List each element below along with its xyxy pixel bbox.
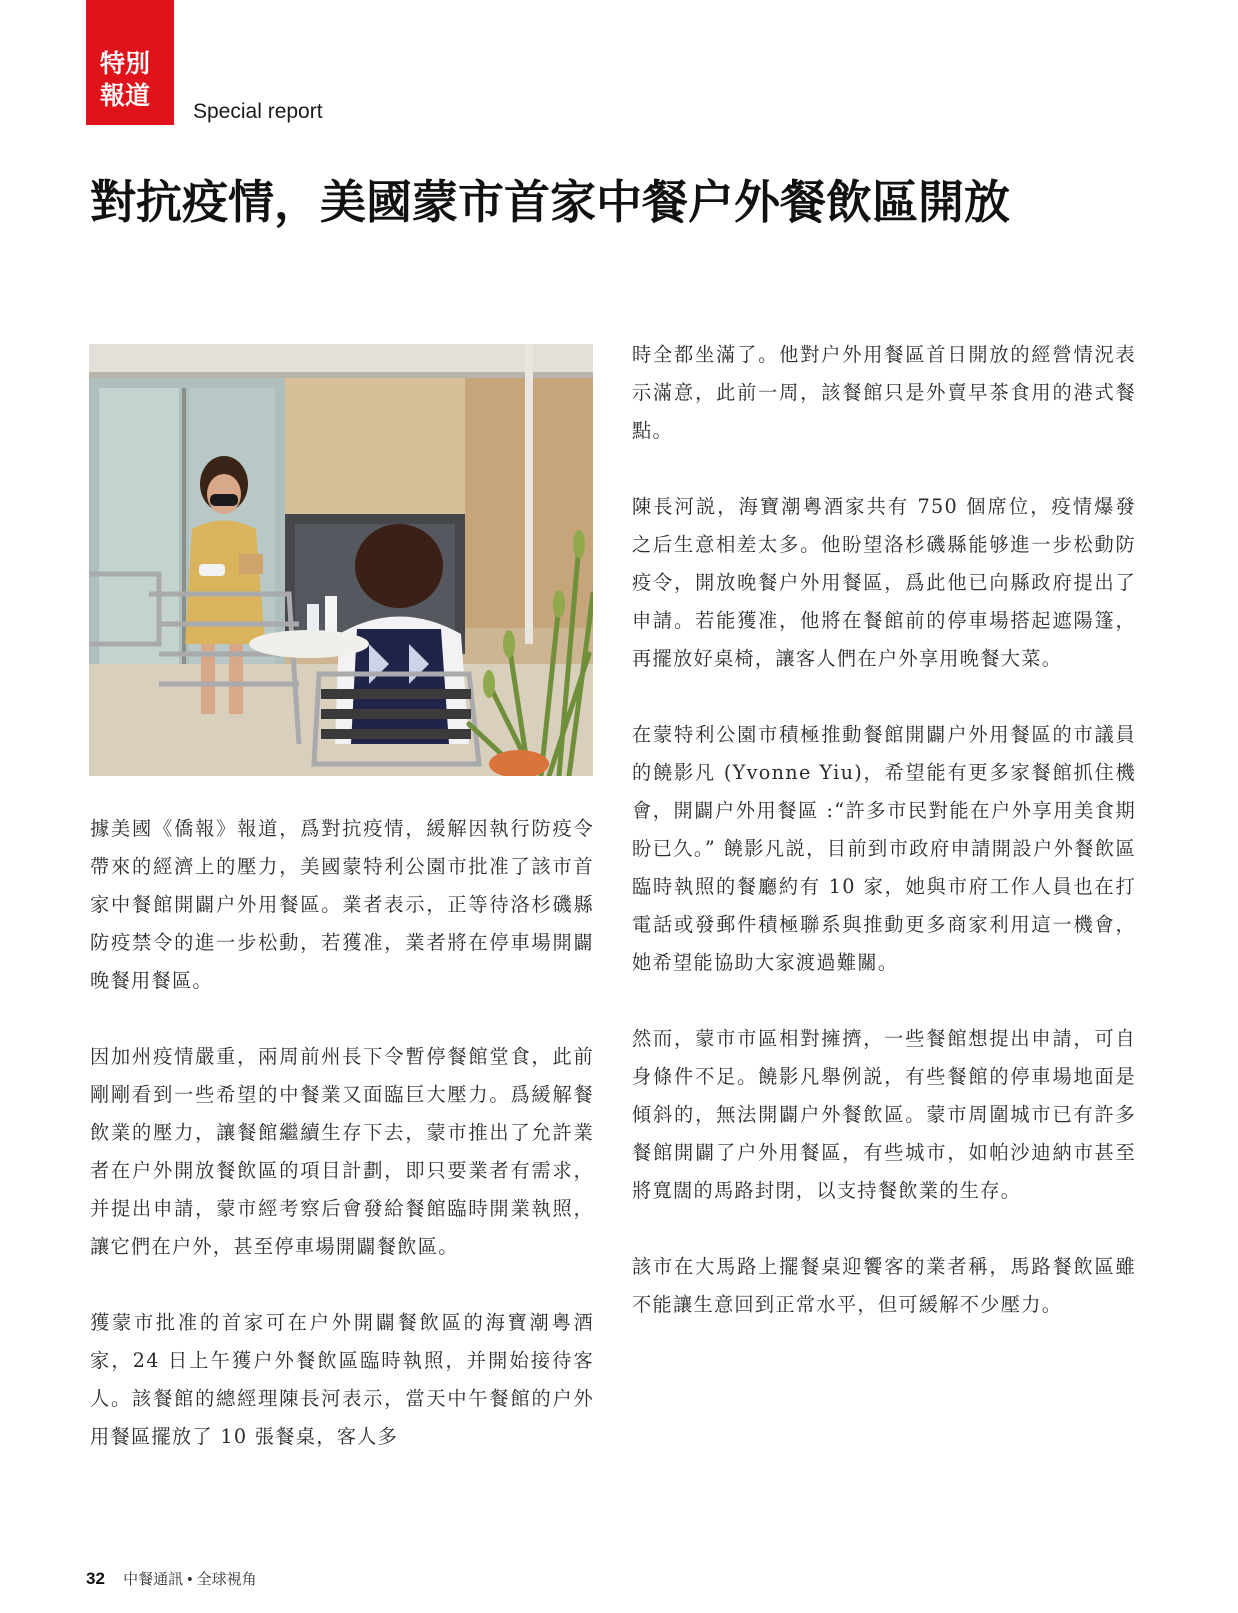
article-paragraph: 因加州疫情嚴重，兩周前州長下令暫停餐館堂食，此前剛剛看到一些希望的中餐業又面臨巨大壓力。爲緩解餐飲業的壓力，讓餐館繼續生存下去，蒙市推出了允許業者在户外開放餐飲區的項目計劃，即只要業者有需求，并提出申請，蒙市經考察后會發給餐館臨時開業執照，讓它們在户外，甚至停車場開闢餐飲區。 — [90, 1045, 594, 1258]
article-headline: 對抗疫情，美國蒙市首家中餐户外餐飲區開放 — [90, 175, 1010, 229]
article-paragraph: 在蒙特利公園市積極推動餐館開闢户外用餐區的市議員的饒影凡 (Yvonne Yiu)，希望能有更多家餐館抓住機會，開闢户外用餐區 :“許多市民對能在户外享用美食期盼已久。” 饒影凡説，目前到市政府申請開設户外餐飲區臨時執照的餐廳約有 10 家，她與市府工作人員也在打電話或發郵件積極聯系與推動更多商家利用這一機會，她希望能協助大家渡過難關。 — [632, 723, 1136, 974]
article-paragraph: 據美國《僑報》報道，爲對抗疫情，緩解因執行防疫令帶來的經濟上的壓力，美國蒙特利公園市批准了該市首家中餐館開闢户外用餐區。業者表示，正等待洛杉磯縣防疫禁令的進一步松動，若獲准，業者將在停車場開闢晚餐用餐區。 — [90, 817, 594, 992]
article-column-left — [90, 810, 594, 1494]
article-paragraph: 時全都坐滿了。他對户外用餐區首日開放的經營情況表示滿意，此前一周，該餐館只是外賣早茶食用的港式餐點。 — [632, 343, 1136, 442]
article-paragraph: 獲蒙市批准的首家可在户外開闢餐飲區的海寶潮粵酒家，24 日上午獲户外餐飲區臨時執照，并開始接待客人。該餐館的總經理陳長河表示，當天中午餐館的户外用餐區擺放了 10 張餐桌，客人多 — [90, 1311, 594, 1448]
page-footer — [86, 1568, 257, 1589]
page-number: 32 — [86, 1569, 105, 1588]
article-paragraph: 然而，蒙市市區相對擁擠，一些餐館想提出申請，可自身條件不足。饒影凡舉例説，有些餐館的停車場地面是傾斜的，無法開闢户外餐飲區。蒙市周圍城市已有許多餐館開闢了户外用餐區，有些城市，如帕沙迪納市甚至將寬闊的馬路封閉，以支持餐飲業的生存。 — [632, 1027, 1136, 1202]
section-badge-text: 特別 報道 — [100, 49, 151, 110]
article-paragraph: 陳長河説，海寶潮粵酒家共有 750 個席位，疫情爆發之后生意相差太多。他盼望洛杉磯縣能够進一步松動防疫令，開放晚餐户外用餐區，爲此他已向縣政府提出了申請。若能獲准，他將在餐館前的停車場搭起遮陽篷，再擺放好桌椅，讓客人們在户外享用晚餐大菜。 — [632, 495, 1136, 670]
article-paragraph: 該市在大馬路上擺餐桌迎饗客的業者稱，馬路餐飲區雖不能讓生意回到正常水平，但可緩解不少壓力。 — [632, 1255, 1136, 1316]
section-label: Special report — [193, 100, 323, 123]
section-badge — [86, 0, 174, 125]
restaurant-patio-photo — [89, 344, 593, 776]
article-column-right — [632, 336, 1136, 1362]
publication-name: 中餐通訊 • 全球視角 — [123, 1571, 257, 1588]
